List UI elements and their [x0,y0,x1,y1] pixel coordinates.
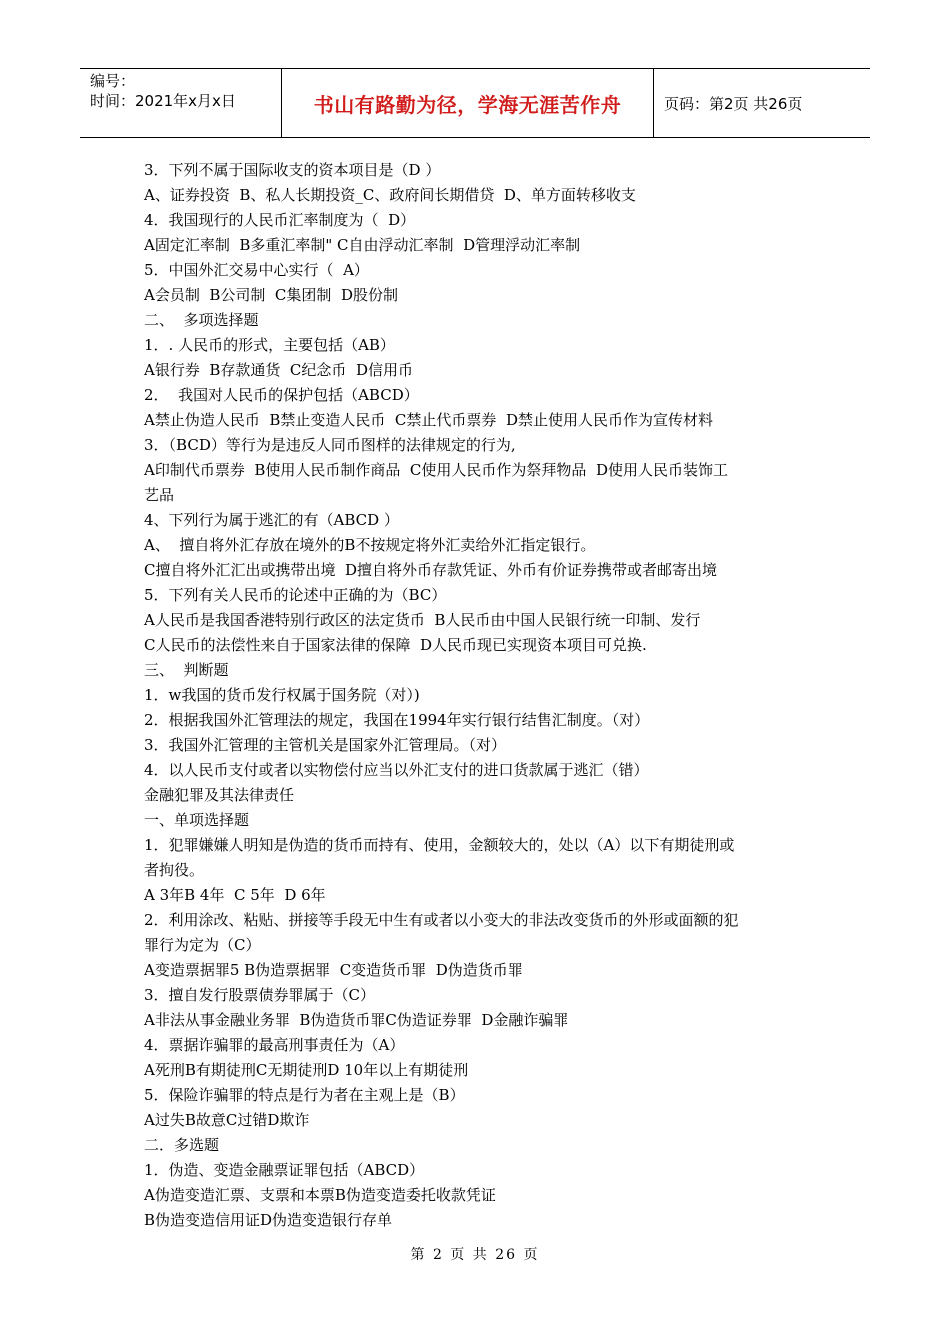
text-line: 1．w我国的货币发行权属于国务院（对）) [144,686,420,704]
motto: 书山有路勤为径，学海无涯苦作舟 [313,92,622,117]
text-line: 4．以人民币支付或者以实物偿付应当以外汇支付的进口货款属于逃汇（错） [144,761,649,779]
text-line: A伪造变造汇票、支票和本票B伪造变造委托收款凭证 [144,1186,496,1204]
text-line: 一、单项选择题 [144,811,250,829]
text-line: 2． 我国对人民币的保护包括（ABCD） [144,386,419,404]
text-line: 3．（BCD）等行为是违反人同币图样的法律规定的行为, [144,436,516,454]
header-motto-cell [282,69,654,137]
text-line: 4．我国现行的人民币汇率制度为（ D） [144,211,416,229]
number-label: 编号： [90,72,136,90]
page-info: 页码：第2页 共26页 [664,94,803,113]
text-line: 三、 判断题 [144,661,229,679]
text-line: 1．犯罪嫌嫌人明知是伪造的货币而持有、使用，金额较大的，处以（A）以下有期徒刑或 [144,836,735,854]
text-line: 金融犯罪及其法律责任 [144,786,295,804]
text-line: A死刑B有期徒刑C无期徒刑D 10年以上有期徒刑 [144,1061,469,1079]
text-line: A 3年B 4年 C 5年 D 6年 [144,886,326,904]
text-line: A银行券 B存款通货 C纪念币 D信用币 [144,361,413,379]
document-body [144,158,814,1233]
text-line: 3．我国外汇管理的主管机关是国家外汇管理局。（对） [144,736,507,754]
text-line: 4．票据诈骗罪的最高刑事责任为（A） [144,1036,405,1054]
header-meta [80,69,282,137]
text-line: 二、 多项选择题 [144,311,259,329]
text-line: 4、下列行为属于逃汇的有（ABCD ） [144,511,399,529]
text-line: 2．根据我国外汇管理法的规定，我国在1994年实行银行结售汇制度。（对） [144,711,650,729]
text-line: 二．多选题 [144,1136,220,1154]
text-line: 1．伪造、变造金融票证罪包括（ABCD） [144,1161,425,1179]
text-line: A非法从事金融业务罪 B伪造货币罪C伪造证券罪 D金融诈骗罪 [144,1011,569,1029]
text-line: B伪造变造信用证D伪造变造银行存单 [144,1211,393,1229]
text-line: C擅自将外汇汇出或携带出境 D擅自将外币存款凭证、外币有价证券携带或者邮寄出境 [144,561,718,579]
text-line: 5．下列有关人民币的论述中正确的为（BC） [144,586,447,604]
header-page-cell [654,69,870,137]
time-label: 时间：2021年x月x日 [90,92,236,110]
text-line: A禁止伪造人民币 B禁止变造人民币 C禁止代币票券 D禁止使用人民币作为宣传材料 [144,411,713,429]
text-line: 2．利用涂改、粘贴、拼接等手段无中生有或者以小变大的非法改变货币的外形或面额的犯 [144,911,739,929]
page-footer: 第 2 页 共 26 页 [410,1247,540,1263]
text-line: A、 擅自将外汇存放在境外的B不按规定将外汇卖给外汇指定银行。 [144,536,596,554]
text-line: 者拘役。 [144,861,205,879]
text-line: A会员制 B公司制 C集团制 D股份制 [144,286,398,304]
text-line: C人民币的法偿性来自于国家法律的保障 D人民币现已实现资本项目可兑换. [144,636,647,654]
text-line: 3．下列不属于国际收支的资本项目是（D ） [144,161,441,179]
text-line: A、证券投资 B、私人长期投资_C、政府间长期借贷 D、单方面转移收支 [144,186,636,204]
text-line: A印制代币票券 B使用人民币制作商品 C使用人民币作为祭拜物品 D使用人民币装饰工 [144,461,728,479]
text-line: 艺品 [144,486,175,504]
text-line: A变造票据罪5 B伪造票据罪 C变造货币罪 D伪造货币罪 [144,961,523,979]
text-line: 3．擅自发行股票债券罪属于（C） [144,986,376,1004]
text-line: 5．中国外汇交易中心实行（ A） [144,261,369,279]
text-line: 5．保险诈骗罪的特点是行为者在主观上是（B） [144,1086,465,1104]
text-line: A固定汇率制 B多重汇率制" C自由浮动汇率制 D管理浮动汇率制 [144,236,581,254]
text-line: A过失B故意C过错D欺诈 [144,1111,310,1129]
page-header [80,68,870,138]
text-line: 1．. 人民币的形式，主要包括（AB） [144,336,395,354]
text-line: 罪行为定为（C） [144,936,261,954]
text-line: A人民币是我国香港特别行政区的法定货币 B人民币由中国人民银行统一印制、发行 [144,611,701,629]
